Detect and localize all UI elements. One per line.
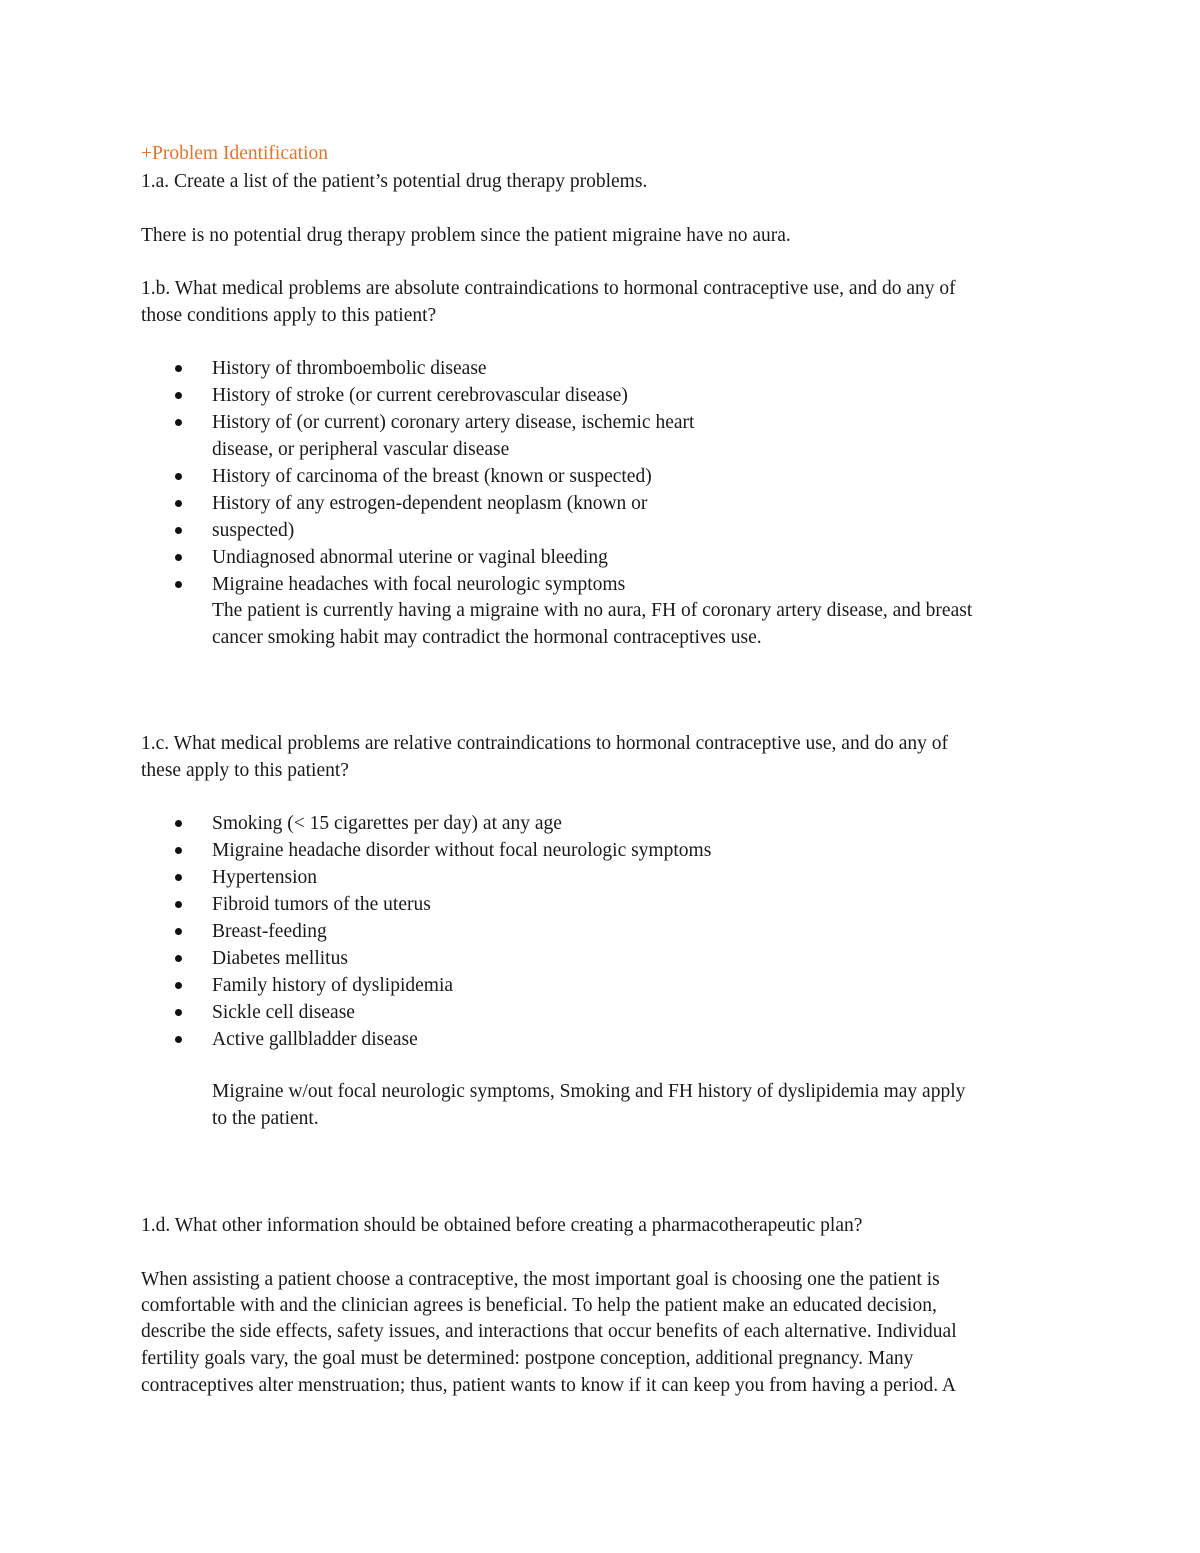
list-item — [141, 810, 1101, 837]
answer-1d-line5: contraceptives alter menstruation; thus, patient wants to know if it can keep you from having a period. A — [141, 1375, 956, 1396]
answer-1d-line2: comfortable with and the clinician agrees is beneficial. To help the patient make an educated decision, — [141, 1295, 937, 1316]
bullet-icon — [175, 928, 182, 935]
list-item-text: Breast-feeding — [212, 921, 327, 942]
question-1a: 1.a. Create a list of the patient’s potential drug therapy problems. — [141, 171, 648, 192]
bullet-icon — [175, 982, 182, 989]
list-item-text: Sickle cell disease — [212, 1002, 355, 1023]
question-1c-line2: these apply to this patient? — [141, 760, 349, 781]
question-1b-line2: those conditions apply to this patient? — [141, 305, 437, 326]
bullet-icon — [175, 527, 182, 534]
bullet-icon — [175, 581, 182, 588]
bullet-icon — [175, 955, 182, 962]
list-item-text: Active gallbladder disease — [212, 1029, 418, 1050]
list-item — [141, 837, 1101, 864]
list-item — [141, 355, 1101, 382]
list-item-text: History of stroke (or current cerebrovascular disease) — [212, 385, 628, 406]
list-item — [141, 382, 1101, 409]
list-item — [141, 490, 1101, 517]
bullet-icon — [175, 1009, 182, 1016]
question-1d: 1.d. What other information should be obtained before creating a pharmacotherapeutic plan? — [141, 1215, 863, 1236]
bullet-icon — [175, 1036, 182, 1043]
list-item-text: Hypertension — [212, 867, 318, 888]
list-item — [141, 864, 1101, 891]
list-item — [141, 945, 1101, 972]
answer-1b-line1: The patient is currently having a migraine with no aura, FH of coronary artery disease, and breast — [212, 600, 973, 621]
bullet-icon — [175, 365, 182, 372]
bullet-icon — [175, 554, 182, 561]
bullet-icon — [175, 500, 182, 507]
list-item — [141, 517, 1101, 544]
bullet-icon — [175, 847, 182, 854]
list-item — [141, 891, 1101, 918]
bullet-icon — [175, 874, 182, 881]
answer-1b-line2: cancer smoking habit may contradict the hormonal contraceptives use. — [212, 627, 762, 648]
list-item-text: History of (or current) coronary artery disease, ischemic heart — [212, 412, 695, 433]
list-item-text: Migraine headache disorder without focal neurologic symptoms — [212, 840, 712, 861]
list-item-text-continued: disease, or peripheral vascular disease — [212, 439, 510, 460]
list-item — [141, 918, 1101, 945]
list-item — [141, 1026, 1101, 1053]
answer-1d-line1: When assisting a patient choose a contraceptive, the most important goal is choosing one the patient is — [141, 1269, 940, 1290]
list-item — [141, 571, 1101, 598]
question-1c-line1: 1.c. What medical problems are relative contraindications to hormonal contraceptive use, and do any of — [141, 733, 948, 754]
answer-1d-line4: fertility goals vary, the goal must be determined: postpone conception, additional pregnancy. Many — [141, 1348, 914, 1369]
bullet-icon — [175, 419, 182, 426]
answer-1c-line2: to the patient. — [212, 1108, 319, 1129]
list-item-text: Fibroid tumors of the uterus — [212, 894, 431, 915]
list-item-text: Diabetes mellitus — [212, 948, 348, 969]
list-item — [141, 463, 1101, 490]
list-item — [141, 972, 1101, 999]
list-item-text: Smoking (< 15 cigarettes per day) at any age — [212, 813, 562, 834]
answer-1c-line1: Migraine w/out focal neurologic symptoms, Smoking and FH history of dyslipidemia may apply — [212, 1081, 966, 1102]
list-item-text: History of carcinoma of the breast (known or suspected) — [212, 466, 652, 487]
relative-contraindications-list — [141, 810, 1101, 1053]
list-item-text: Migraine headaches with focal neurologic symptoms — [212, 574, 626, 595]
list-item-text: Undiagnosed abnormal uterine or vaginal bleeding — [212, 547, 608, 568]
list-item-text: suspected) — [212, 520, 295, 541]
list-item-text: History of any estrogen-dependent neoplasm (known or — [212, 493, 648, 514]
absolute-contraindications-list — [141, 355, 1101, 598]
list-item — [141, 999, 1101, 1026]
bullet-icon — [175, 473, 182, 480]
list-item-text: Family history of dyslipidemia — [212, 975, 454, 996]
answer-1a: There is no potential drug therapy problem since the patient migraine have no aura. — [141, 225, 791, 246]
bullet-icon — [175, 820, 182, 827]
question-1b-line1: 1.b. What medical problems are absolute contraindications to hormonal contraceptive use, and do any of — [141, 278, 956, 299]
list-item — [141, 544, 1101, 571]
bullet-icon — [175, 392, 182, 399]
list-item-text: History of thromboembolic disease — [212, 358, 487, 379]
answer-1d-line3: describe the side effects, safety issues, and interactions that occur benefits of each alternative. Individual — [141, 1321, 957, 1342]
list-item — [141, 409, 1101, 463]
bullet-icon — [175, 901, 182, 908]
section-title: +Problem Identification — [141, 143, 328, 164]
